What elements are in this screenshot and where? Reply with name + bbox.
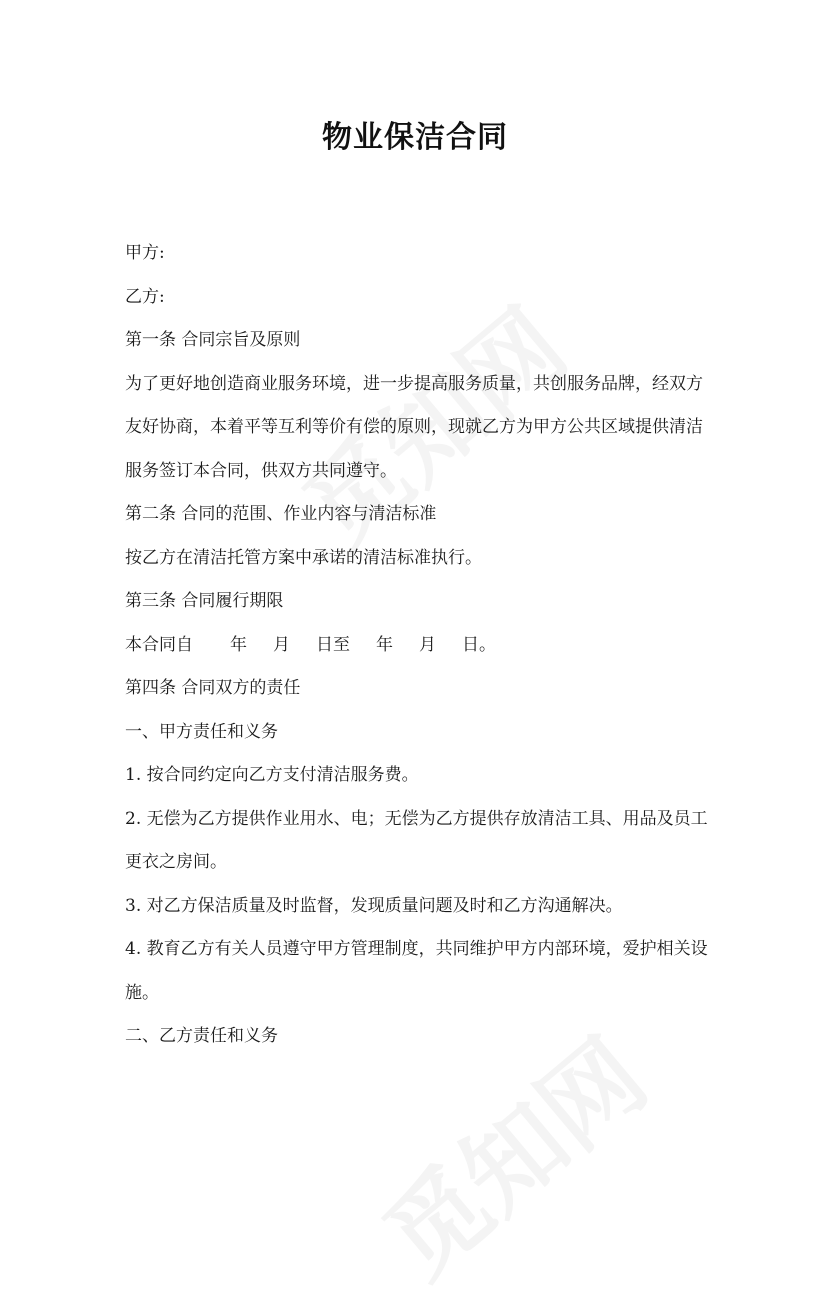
article-1-line: 服务签订本合同，供双方共同遵守。 (125, 461, 397, 481)
section-a-item: 更衣之房间。 (125, 852, 227, 872)
section-a-heading: 一、甲方责任和义务 (125, 722, 278, 742)
article-1-heading: 第一条 合同宗旨及原则 (125, 330, 301, 350)
section-a-item: 1. 按合同约定向乙方支付清洁服务费。 (125, 765, 419, 785)
date-part: 月 (273, 635, 290, 655)
section-a-item: 2. 无偿为乙方提供作业用水、电；无偿为乙方提供存放清洁工具、用品及员工 (125, 809, 708, 829)
date-part: 年 (376, 635, 393, 655)
article-2-line: 按乙方在清洁托管方案中承诺的清洁标准执行。 (125, 548, 482, 568)
date-part: 日。 (462, 635, 496, 655)
article-4-heading: 第四条 合同双方的责任 (125, 678, 301, 698)
watermark (349, 1000, 671, 1303)
date-part: 年 (230, 635, 247, 655)
article-1-line: 为了更好地创造商业服务环境，进一步提高服务质量，共创服务品牌，经双方 (125, 374, 703, 394)
date-part: 本合同自 (125, 635, 193, 655)
section-a-item: 3. 对乙方保洁质量及时监督，发现质量问题及时和乙方沟通解决。 (125, 896, 623, 916)
section-b-heading: 二、乙方责任和义务 (125, 1026, 278, 1046)
section-a-item: 4. 教育乙方有关人员遵守甲方管理制度，共同维护甲方内部环境，爱护相关设 (125, 939, 708, 959)
date-part: 月 (419, 635, 436, 655)
article-3-heading: 第三条 合同履行期限 (125, 591, 284, 611)
article-2-heading: 第二条 合同的范围、作业内容与清洁标准 (125, 504, 437, 524)
page-title: 物业保洁合同 (322, 120, 508, 155)
party-b-label: 乙方: (125, 287, 165, 307)
contract-period-line (125, 633, 496, 657)
party-a-label: 甲方: (125, 243, 165, 263)
date-part: 日至 (316, 635, 350, 655)
article-1-line: 友好协商，本着平等互利等价有偿的原则，现就乙方为甲方公共区域提供清洁 (125, 417, 703, 437)
section-a-item: 施。 (125, 983, 159, 1003)
